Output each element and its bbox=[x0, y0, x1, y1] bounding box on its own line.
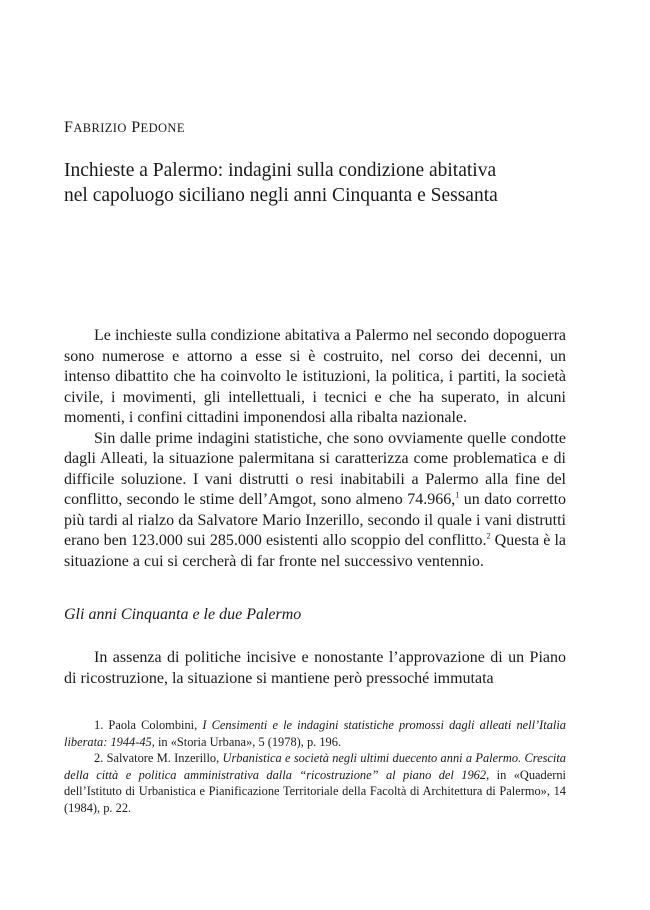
footnote-2 bbox=[64, 750, 566, 816]
title-line-2: nel capoluogo siciliano negli anni Cinquanta e Sessanta bbox=[64, 185, 498, 206]
footnote-1-title: I Censimenti e le indagini statistiche promossi dagli alleati nell’Italia liberata: 1944-45 bbox=[64, 718, 566, 749]
paragraph-1: Le inchieste sulla condizione abitativa a Palermo nel secondo dopoguerra sono numerose e attorno a esse si è costruito, nel corso dei decenni, un intenso dibattito che ha coinvolto le istituzioni, la politica, i partiti, la società civile, i movimenti, gli intellettuali, i tecnici e che ha superato, in alcuni momenti, i confini cittadini imponendosi alla ribalta nazionale. bbox=[64, 327, 566, 426]
paragraph-2-part-b: un dato corretto più tardi al rialzo da Salvatore Mario Inzerillo, secondo il quale i vani distrutti erano ben 123.000 sui 285.000 esistenti allo scoppio del conflitto. bbox=[64, 491, 567, 549]
footnotes bbox=[64, 717, 566, 817]
section-body bbox=[64, 648, 566, 689]
footnote-1-number: 1. bbox=[94, 718, 104, 732]
author-first-rest: ABRIZIO bbox=[73, 121, 127, 135]
footnote-ref-2: 2 bbox=[486, 531, 491, 541]
article-title bbox=[64, 158, 604, 208]
paragraph-2-part-c: Questa è la situazione a cui si cercherà di far fronte nel successivo ventennio. bbox=[64, 532, 567, 570]
title-line-1: Inchieste a Palermo: indagini sulla condizione abitativa bbox=[64, 160, 497, 181]
footnote-2-author: Salvatore M. Inzerillo, bbox=[103, 751, 223, 766]
author-first-initial: F bbox=[64, 119, 74, 136]
author-last-initial: P bbox=[131, 119, 141, 136]
paragraph-2-part-a: Sin dalle prime indagini statistiche, che sono ovviamente quelle condotte dagli Alleati, la situazione palermitana si caratterizza come problematica e di difficile soluzione. I vani distrutti o resi inabitabili a Palermo alla fine del conflitto, secondo le stime dell’Amgot, sono almeno 74.966, bbox=[64, 429, 566, 508]
section-heading: Gli anni Cinquanta e le due Palermo bbox=[64, 606, 302, 623]
footnote-2-source: , in «Quaderni dell’Istituto di Urbanistica e Pianificazione Territoriale della Facoltà di Architettura di Palermo», 14 (1984), p. 22. bbox=[64, 767, 567, 815]
footnote-ref-1: 1 bbox=[455, 490, 460, 500]
section-paragraph: In assenza di politiche incisive e nonostante l’approvazione di un Piano di ricostruzione, la situazione si mantiene però pressoché immutata bbox=[64, 649, 566, 687]
footnote-1 bbox=[64, 717, 566, 750]
paragraph-2 bbox=[64, 429, 566, 573]
footnote-1-source: , in «Storia Urbana», 5 (1978), p. 196. bbox=[151, 734, 342, 749]
footnote-1-author: Paola Colombini, bbox=[103, 718, 203, 732]
footnote-2-title: Urbanistica e società negli ultimi duecento anni a Palermo. Crescita della città e politica amministrativa dalla “ricostruzione” al piano del 1962 bbox=[64, 751, 566, 782]
author-name bbox=[64, 119, 185, 137]
body-text bbox=[64, 326, 566, 572]
footnote-2-number: 2. bbox=[94, 751, 104, 766]
author-last-rest: EDONE bbox=[140, 121, 185, 135]
